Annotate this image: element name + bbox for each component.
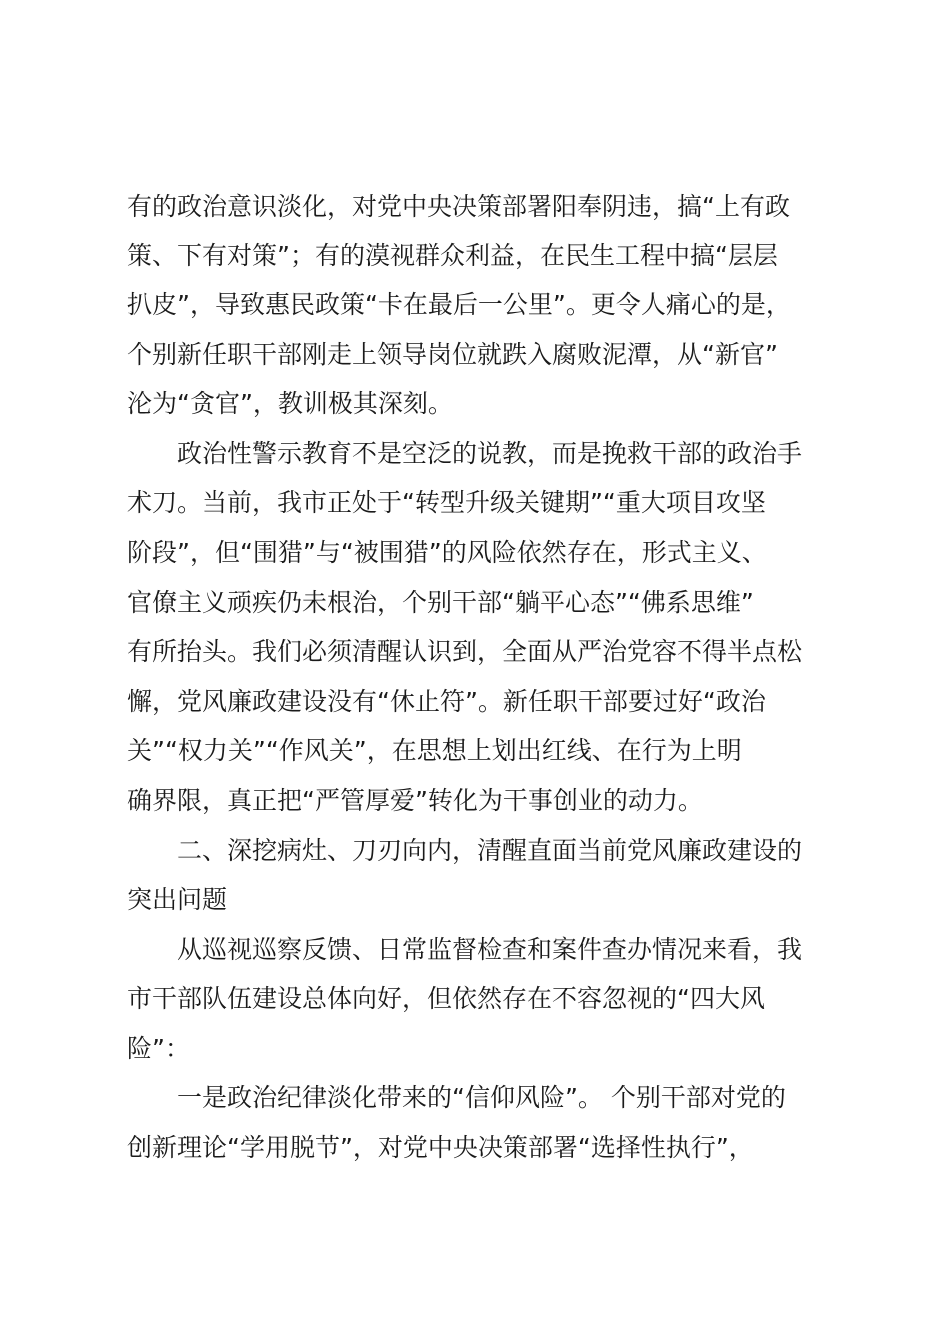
text-line: 官僚主义顽疾仍未根治，个别干部“躺平心态”“佛系思维” <box>127 588 754 617</box>
text-line: 关”“权力关”“作风关”，在思想上划出红线、在行为上明 <box>127 736 742 765</box>
text-line: 个别新任职干部刚走上领导岗位就跌入腐败泥潭，从“新官” <box>127 340 778 369</box>
paragraph-start-line: 从巡视巡察反馈、日常监督检查和案件查办情况来看，我 <box>177 935 803 964</box>
paragraph-start-line: 政治性警示教育不是空泛的说教，而是挽救干部的政治手 <box>177 439 803 468</box>
section-heading-line: 二、深挖病灶、刀刃向内，清醒直面当前党风廉政建设的 <box>177 836 803 865</box>
text-line: 术刀。当前，我市正处于“转型升级关键期”“重大项目攻坚 <box>127 488 766 517</box>
text-line: 扒皮”，导致惠民政策“卡在最后一公里”。更令人痛心的是， <box>127 290 791 319</box>
text-line: 险”： <box>127 1034 190 1063</box>
text-line: 创新理论“学用脱节”，对党中央决策部署“选择性执行”， <box>127 1133 754 1162</box>
section-heading-line: 突出问题 <box>127 885 228 914</box>
text-line: 确界限，真正把“严管厚爱”转化为干事创业的动力。 <box>127 786 703 815</box>
text-line: 有所抬头。我们必须清醒认识到，全面从严治党容不得半点松 <box>127 637 803 666</box>
text-line: 市干部队伍建设总体向好，但依然存在不容忽视的“四大风 <box>127 984 765 1013</box>
text-line: 懈，党风廉政建设没有“休止符”。新任职干部要过好“政治 <box>127 687 766 716</box>
text-line: 策、下有对策”；有的漠视群众利益，在民生工程中搞“层层 <box>127 241 778 270</box>
text-line: 沦为“贪官”，教训极其深刻。 <box>127 389 453 418</box>
text-line: 有的政治意识淡化，对党中央决策部署阳奉阴违，搞“上有政 <box>127 192 790 221</box>
text-line: 阶段”，但“围猎”与“被围猎”的风险依然存在，形式主义、 <box>127 538 767 567</box>
paragraph-start-line: 一是政治纪律淡化带来的“信仰风险”。 个别干部对党的 <box>177 1083 786 1112</box>
